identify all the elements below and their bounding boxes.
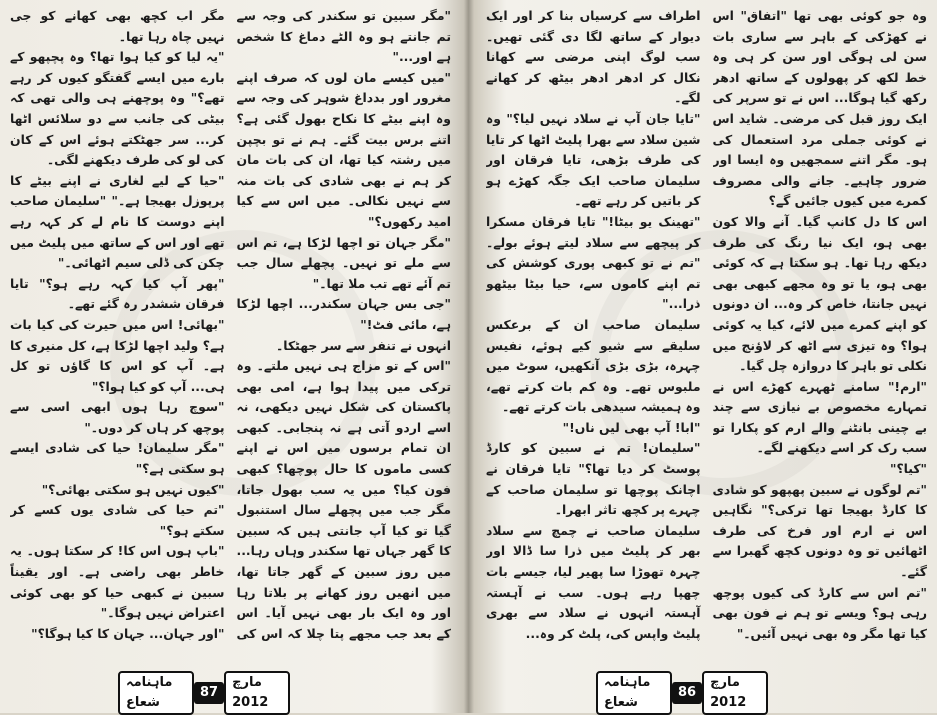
paragraph: "مگر سلیمان! حیا کی شادی ایسے ہو سکتی ہے؟" [10, 440, 225, 477]
paragraph: وہ جو کوئی بھی تھا "اتفاق" اس نے کھڑکی کے باہر سے ساری بات سن لی ہوگی اور سن کر ہی وہ خط لکھ کر پھولوں کے ساتھ ادھر رکھ گیا ہوگا... اس نے تو سرپر کی ایک روز قبل کی مرضی۔ شاید اس نے کوئی جملی مرد استعمال کی ہو۔ مگر اتنے سمجھیں وہ ایسا اور ضرور چاہیے۔ جانے والی مصروف کمرے میں کیوں جائیں گے؟ [712, 8, 927, 209]
paragraph: سلیمان صاحب نے چمچ سے سلاد بھر کر پلیٹ میں ذرا سا ڈالا اور چہرہ تھوڑا سا پھیر لیا، جیسے بات چھپا رہے ہوں۔ سب نے آہستہ آہستہ انہوں نے سلاد سے بھری پلیٹ واپس کی، پلٹ کر وہ... [486, 522, 701, 641]
paragraph: "مگر جہان تو اچھا لڑکا ہے، تم اس سے ملے تو نہیں۔ پچھلے سال جب تم آئے تھے تب ملا تھا۔" [236, 234, 451, 291]
paragraph: "پھر آپ کیا کہہ رہے ہو؟" تایا فرقان ششدر رہ گئے تھے۔ [10, 275, 225, 312]
paragraph: "مگر سبین تو سکندر کی وجہ سے تم جانتے ہو وہ الٹے دماغ کا شخص ہے اور..." [236, 8, 451, 65]
paragraph: "کیا؟" [889, 461, 927, 477]
page-86-footer [596, 675, 768, 710]
footer-page-number: 87 [194, 682, 224, 704]
page-86 [470, 0, 937, 713]
paragraph [10, 644, 225, 646]
paragraph: "ابا! آپ بھی لیں ناں!" [562, 419, 701, 435]
paragraph: "حیا کے لیے لغاری نے اپنے بیٹے کا پرپوزل بھیجا ہے۔" "سلیمان صاحب اپنے دوست کا نام لے کر کہہ رہے تھے اور اس کے ساتھ میں پلیٹ میں چکن کی ڈلی سیم اٹھائی۔" [10, 172, 225, 271]
footer-page-number: 86 [672, 682, 702, 704]
footer-issue: مارچ 2012 [224, 671, 290, 715]
paragraph [713, 644, 928, 646]
paragraph: "تھینک یو بیٹا!" تایا فرقان مسکرا کر پیچھے سے سلاد لیتے ہوئے بولے۔ "تم نے تو کبھی پوری کوشش کی تم اپنے کاموں سے، حیا بیٹا بیٹھو ذرا..." [486, 213, 701, 312]
paragraph: "بھائی! اس میں حیرت کی کیا بات ہے؟ ولید اچھا لڑکا ہے، کل منیری کا ہے۔ آپ کو اس کا گاؤں تو کل ہی... آپ کو کیا ہوا؟" [10, 316, 225, 394]
paragraph: "اس کے تو مزاج ہی نہیں ملتے۔ وہ ترکی میں پیدا ہوا ہے، امی بھی پاکستان کی شکل نہیں دیکھی، نہ اسے اردو آتی ہے نہ پنجابی۔ کبھی ان تمام برسوں میں اس نے اپنے کسی ماموں کا حال پوچھا؟ کبھی فون کیا؟ میں یہ سب بھول جاتا، مگر جب میں پچھلے سال استنبول گیا تو کیا آپ جانتی ہیں کہ سبین کا گھر جہاں تھا سکندر وہاں رہا... میں روز سبین کے گھر جاتا تھا، میں انھیں روز کھانے پر بلاتا رہا اور وہ ایک بار بھی نہیں آیا۔ اس کے بعد جب مجھے پتا چلا کہ اس کی [236, 358, 451, 641]
footer-magazine-name: ماہنامہ شعاع [596, 671, 672, 715]
paragraph: "کیوں نہیں ہو سکتی بھائی؟" [41, 481, 225, 497]
watermark-logo [110, 230, 376, 496]
paragraph: "جی بس جہان سکندر... اچھا لڑکا ہے، مائی فٹ!" [236, 296, 451, 332]
paragraph: "تم حیا کی شادی یوں کسے کر سکتے ہو؟" [10, 502, 225, 538]
paragraph: "یہ لیا کو کیا ہوا تھا؟ وہ پچپھو کے بارے میں ایسے گفتگو کیوں کر رہے تھے؟" وہ پوچھنے ہی والی تھی کہ بیٹی کی جانب سے دو سلائس اٹھا کر... سر جھٹکتے ہوئے اس کے کان کی لو کی طرف دیکھنے لگی۔ [10, 49, 225, 168]
page-87 [0, 0, 465, 713]
paragraph: "اور جہان... جہان کا کیا ہوگا؟" [31, 625, 225, 641]
paragraph: "سوچ رہا ہوں ابھی اسی سے پوچھ کر ہاں کر دوں۔" [10, 399, 225, 435]
page-87-footer [118, 675, 290, 710]
paragraph: "تم اس سے کارڈ کی کیوں پوچھ رہی ہو؟ ویسے تو ہم نے فون بھی کیا تھا مگر وہ بھی نہیں آئیں۔" [712, 584, 927, 641]
paragraph: "میں کیسے مان لوں کہ صرف اپنے مغرور اور بدداغ شوہر کی وجہ سے وہ اپنے بیٹے کا نکاح بھول گئی ہے؟ اتنے برس بیت گئے۔ ہم نے تو بچپن میں رشتہ کیا تھا، ان کی بات مان کر ہم نے بھی شادی کی بات منہ سے نہیں نکالی۔ میں اس سے کیا امید رکھوں؟" [236, 69, 451, 229]
paragraph [486, 644, 701, 646]
paragraph: "تایا جان آپ نے سلاد نہیں لیا؟" وہ شین سلاد سے بھرا پلیٹ اٹھا کر تایا کی طرف بڑھی، تایا فرقان اور سلیمان صاحب ایک جگہ کھڑے ہو کر باتیں کر رہے تھے۔ [486, 110, 701, 209]
paragraph: "سلیمان! تم نے سبین کو کارڈ پوسٹ کر دیا تھا؟" تایا فرقان نے اچانک پوچھا تو سلیمان صاحب کے چہرے پر کچھ تاثر ابھرا۔ [486, 440, 701, 518]
footer-magazine-name: ماہنامہ شعاع [118, 671, 194, 715]
paragraph: "تم لوگوں نے سبین پھپھو کو شادی کا کارڈ بھیجا تھا ترکی؟" نگاہیں اس نے ارم اور فرخ کی طرف اٹھائیں تو وہ دونوں کچھ گھبرا سے گئے۔ [712, 481, 927, 580]
paragraph: "باپ ہوں اس کا! کر سکتا ہوں۔ یہ خاطر بھی راضی ہے۔ اور یقیناً سبین نے کبھی حیا کو بھی کوئی اعتراض نہیں ہوگا۔" [10, 543, 225, 621]
paragraph: انہوں نے تنفر سے سر جھٹکا۔ [276, 337, 451, 353]
paragraph: اس کا دل کانپ گیا۔ آنے والا کون بھی ہو، ایک نیا رنگ کی طرف دیکھ رہا تھا۔ ہو سکتا ہے کہ کوئی بھی ہو، یا تو وہ مجھے کبھی بھی نہیں جانتا، خاص کر وہ... ان دونوں کو اپنے کمرے میں لائے، کیا یہ کوئی ہوا؟ وہ تیزی سے اٹھ کر لاؤنج میں نکلی تو باہر کا دروازہ چل گیا۔ [712, 213, 927, 374]
watermark-logo [590, 230, 856, 496]
paragraph: اطراف سے کرسیاں بنا کر اور ایک دیوار کے ساتھ لگا دی گئی تھیں۔ سب لوگ اپنی مرضی سے کھانا نکال کر ادھر ادھر بیٹھ کر کھانے لگے۔ [486, 8, 701, 106]
paragraph: "ارم!" سامنے ٹھہرے کھڑے اس نے تمہارے مخصوص بے نیازی سے چند بے چینی بانٹنے والے ارم کو پکارا تو سب رک کر اسے دیکھنے لگے۔ [712, 378, 927, 456]
paragraph: مگر اب کچھ بھی کھانے کو جی نہیں چاہ رہا تھا۔ [10, 8, 225, 44]
paragraph: سلیمان صاحب ان کے برعکس سلیقے سے شیو کیے ہوئے، نفیس چہرہ، بڑی بڑی آنکھیں، سوٹ میں ملبوس تھے۔ وہ کم بات کرتے تھے، وہ ہمیشہ سیدھی بات کرتے تھے۔ [486, 316, 701, 415]
footer-issue: مارچ 2012 [702, 671, 768, 715]
